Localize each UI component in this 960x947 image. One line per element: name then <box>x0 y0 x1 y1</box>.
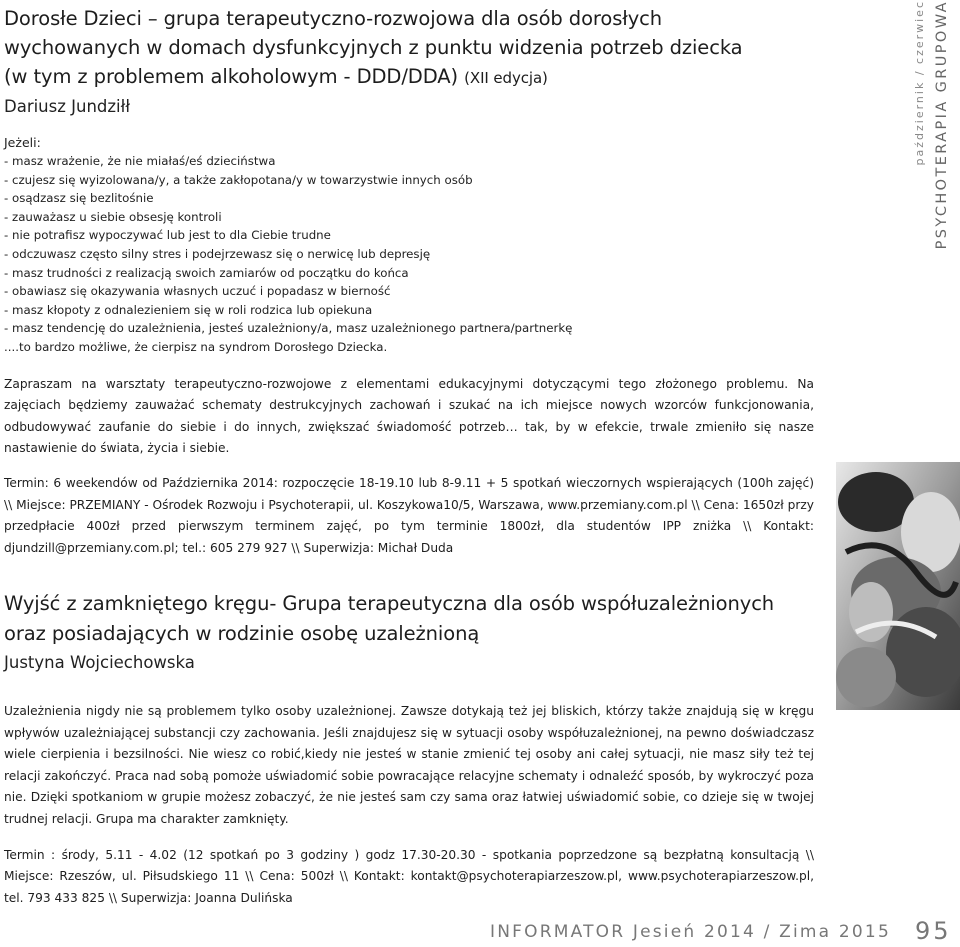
article-author: Justyna Wojciechowska <box>4 653 195 672</box>
section-title: PSYCHOTERAPIA GRUPOWA <box>934 0 950 250</box>
symptom-list <box>4 152 814 357</box>
section-header <box>906 0 950 250</box>
article-dorosle-dzieci <box>4 4 814 559</box>
list-item: - osądzasz się bezlitośnie <box>4 191 154 206</box>
list-item: - masz wrażenie, że nie miałaś/eś dzieciństwa <box>4 154 276 168</box>
list-item: - czujesz się wyizolowana/y, a także zakłopotana/y w towarzystwie innych osób <box>4 172 473 187</box>
article-details: Termin : środy, 5.11 - 4.02 (12 spotkań po 3 godziny ) godz 17.30-20.30 - spotkania poprzedzone są bezpłatną konsultacją \\ Miejsce: Rzeszów, ul. Piłsudskiego 11 \\ Cena: 500zł \\ Kontakt: kontakt@psychoterapiarzeszow.pl, www.psychoterapiarzeszow.pl, tel. 793 433 825 \\ Superwizja: Joanna Dulińska <box>4 847 814 905</box>
list-item: ....to bardzo możliwe, że cierpisz na syndrom Dorosłego Dziecka. <box>4 339 388 354</box>
photo-image <box>836 462 960 710</box>
article-author: Dariusz Jundziłł <box>4 97 131 116</box>
title-line: oraz posiadających w rodzinie osobę uzależnioną <box>4 622 480 645</box>
section-period: październik / czerwiec <box>913 0 926 166</box>
list-item: - nie potrafisz wypoczywać lub jest to dla Ciebie trudne <box>4 228 331 243</box>
list-item: - odczuwasz często silny stres i podejrzewasz się o nerwicę lub depresję <box>4 246 431 261</box>
title-line: Wyjść z zamkniętego kręgu- Grupa terapeutyczna dla osób współuzależnionych <box>4 592 775 615</box>
title-line: wychowanych w domach dysfunkcyjnych z punktu widzenia potrzeb dziecka <box>4 36 743 59</box>
article-wspoluzaleznienie <box>4 589 814 909</box>
article-details: Termin: 6 weekendów od Października 2014: rozpoczęcie 18-19.10 lub 8-9.11 + 5 spotkań wieczornych wspierających (100h zajęć) \\ Miejsce: PRZEMIANY - Ośrodek Rozwoju i Psychoterapii, ul. Koszykowa10/5, Warszawa, www.przemiany.com.pl \\ Cena: 1650zł przy przedpłacie 400zł przed pierwszym terminem zajęć, po tym terminie 1800zł, dla studentów IPP zniżka \\ Kontakt: djundzill@przemiany.com.pl; tel.: 605 279 927 \\ Superwizja: Michał Duda <box>4 475 814 555</box>
article-description: Zapraszam na warsztaty terapeutyczno-rozwojowe z elementami edukacyjnymi dotyczącymi tego złożonego problemu. Na zajęciach będziemy zauważać schematy destrukcyjnych zachowań i szukać na ich miejsce nowych wzorców funkcjonowania, odbudowywać zaufanie do siebie i do innych, zwiększać świadomość potrzeb… tak, by w efekcie, trwale zmieniło się nasze nastawienie do świata, życia i siebie. <box>4 376 814 456</box>
footer-publication: INFORMATOR Jesień 2014 / Zima 2015 <box>490 922 891 942</box>
article-title <box>4 4 814 93</box>
list-item: - zauważasz u siebie obsesję kontroli <box>4 209 222 224</box>
list-item: - obawiasz się okazywania własnych uczuć i popadasz w bierność <box>4 284 391 299</box>
intro-label: Jeżeli: <box>4 135 41 150</box>
page-number: 95 <box>915 917 952 945</box>
edition-label: (XII edycja) <box>464 69 548 87</box>
article-photo <box>836 462 960 710</box>
article-title <box>4 589 814 649</box>
list-item: - masz trudności z realizacją swoich zamiarów od początku do końca <box>4 265 409 280</box>
list-item: - masz tendencję do uzależnienia, jesteś uzależniony/a, masz uzależnionego partnera/partnerkę <box>4 321 573 336</box>
title-line: (w tym z problemem alkoholowym - DDD/DDA) <box>4 65 459 88</box>
article-description: Uzależnienia nigdy nie są problemem tylko osoby uzależnionej. Zawsze dotykają też jej bliskich, którzy także znajdują się w kręgu wpływów uzależniającej substancji czy zachowania. Jeśli znajdujesz się w sytuacji osoby współuzależnionej, na pewno doświadczasz wiele cierpienia i bezsilności. Nie wiesz co robić,kiedy nie jesteś w stanie zmienić tej osoby ani całej sytuacji, nie masz siły też tej relacji zakończyć. Praca nad sobą pomoże uświadomić sobie powracające relacyjne schematy i odnaleźć sposób, by wykroczyć poza nie. Dzięki spotkaniom w grupie możesz zobaczyć, że nie jesteś sam czy sama oraz łatwiej uświadomić sobie, co dzieje się w twojej trudnej relacji. Grupa ma charakter zamknięty. <box>4 704 814 826</box>
list-item: - masz kłopoty z odnalezieniem się w roli rodzica lub opiekuna <box>4 302 373 317</box>
title-line: Dorosłe Dzieci – grupa terapeutyczno-rozwojowa dla osób dorosłych <box>4 7 663 30</box>
